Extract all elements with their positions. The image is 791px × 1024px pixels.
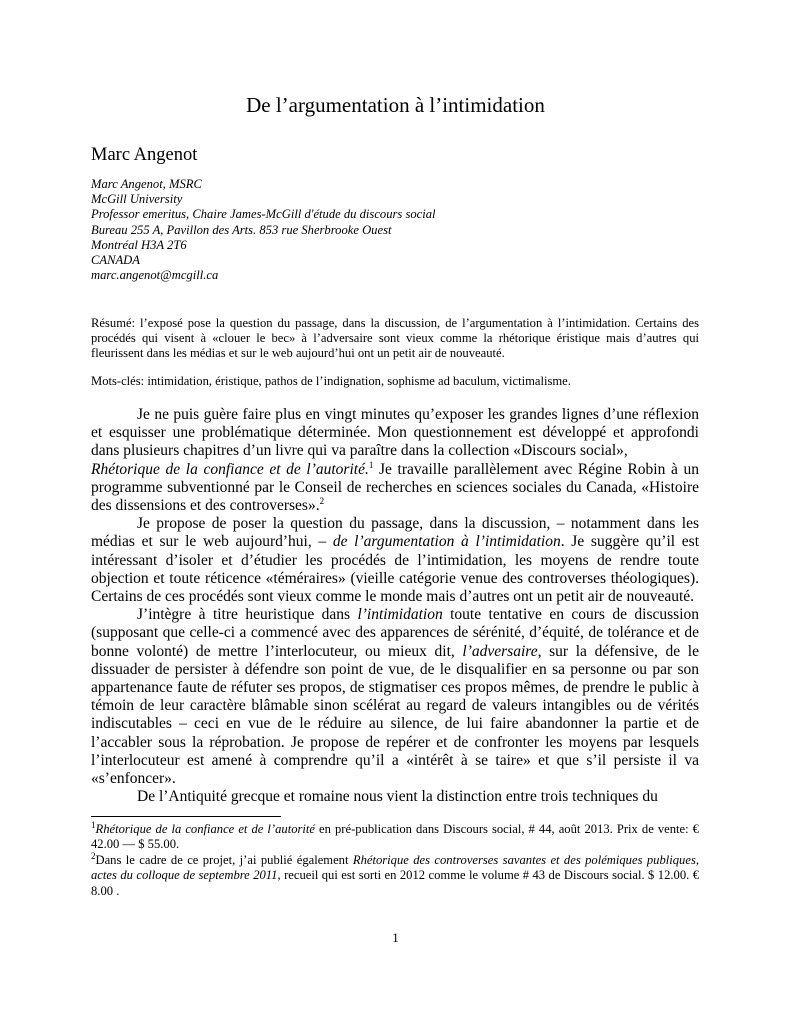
emphasis: de l’argumentation à l’intimidation [326,533,561,551]
affiliation-line: McGill University [91,192,183,207]
paragraph-text: Je travaille parallèlement avec Régine Robin à un programme subventionné par le Conseil de recherches en sciences sociales du Canada, «Histoire des dissensions et des controverses». [91,460,699,515]
emphasis: l’intimidation [357,606,443,624]
footnote-separator [91,816,281,817]
affiliation-line: Professor emeritus, Chaire James-McGill d'étude du discours social [91,207,436,222]
emphasis: Rhétorique des controverses savantes et des polémiques publiques, actes du colloque de septembre 2011, [91,852,699,883]
emphasis: Rhétorique de la confiance et de l’autorité [95,822,315,836]
page-number: 1 [392,930,399,945]
affiliation-line: CANADA [91,253,140,268]
paragraph-text: Je propose de poser la question du passage, dans la discussion, – notamment dans les médias et sur le web aujourd’hui, – [91,515,699,551]
body-text [91,406,699,806]
affiliation-email: marc.angenot@mcgill.ca [91,268,219,283]
footnote-text: recueil qui est sorti en 2012 comme le volume # 43 de Discours social. $ 12.00. € 8.00 . [91,868,699,898]
footnote-number: 2 [91,850,96,861]
affiliation-block [91,177,436,283]
footnote-2 [91,850,699,899]
footnotes [91,819,699,899]
emphasis: l’adversaire, [462,642,542,660]
footnote-text: Dans le cadre de ce projet, j’ai publié également [95,852,353,867]
paragraph-3 [91,606,699,788]
footnote-number: 1 [91,819,96,830]
keywords: Mots-clés: intimidation, éristique, pathos de l’indignation, sophisme ad baculum, victimalisme. [91,374,571,388]
affiliation-line: Bureau 255 A, Pavillon des Arts. 853 rue Sherbrooke Ouest [91,222,392,237]
author-name: Marc Angenot [91,145,198,165]
book-title: Rhétorique de la confiance et de l’autorité. [91,460,369,478]
affiliation-line: Montréal H3A 2T6 [91,237,187,252]
affiliation-line: Marc Angenot, MSRC [91,177,202,191]
paper-title: De l’argumentation à l’intimidation [246,93,545,117]
footnote-text: en pré-publication dans Discours social, # 44, août 2013. Prix de vente: € 42.00 — $ 55.00. [91,822,699,852]
paragraph-text: . Je suggère qu’il est intéressant d’isoler et d’étudier les procédés de l’intimidation, les moyens de rendre toute objection et toute réticence «téméraires» (vieille catégorie venue des controverses théologiques). Certains de ces procédés sont vieux comme le monde mais d’autres ont un petit air de nouveauté. [91,533,699,606]
abstract: Résumé: l’exposé pose la question du passage, dans la discussion, de l’argumentation à l’intimidation. Certains des procédés qui visent à «clouer le bec» à l’adversaire sont vieux comme la rhétorique éristique mais d’autres qui fleurissent dans les médias et sur le web aujourd’hui ont un petit air de nouveauté. [91,316,699,361]
footnote-ref-1[interactable]: 1 [368,459,374,470]
paragraph-1 [91,406,699,515]
paragraph-text: J’intègre à titre heuristique dans [137,606,358,624]
paragraph-4: De l’Antiquité grecque et romaine nous vient la distinction entre trois techniques du [137,788,658,806]
paragraph-text: toute tentative en cours de discussion (supposant que celle-ci a commencé avec des apparences de sérénité, d’équité, de tolérance et de bonne volonté) de mettre l’interlocuteur, ou mieux dit, [91,606,699,660]
paragraph-text: sur la défensive, de le dissuader de persister à défendre son point de vue, de le disqualifier en sa personne ou par son appartenance faute de réfuter ses propos, de stigmatiser ces propos mêmes, de prendre le public à témoin de leur caractère blâmable sinon scélérat au regard de valeurs intangibles ou de vérités indiscutables – ceci en vue de le réduire au silence, de lui faire abandonner la partie et de l’accabler sous la réprobation. Je propose de repérer et de confronter les moyens par lesquels l’interlocuteur est amené à comprendre qu’il a «intérêt à se taire» et que s’il persiste il va «s’enfoncer». [91,642,699,788]
paragraph-text: Je ne puis guère faire plus en vingt minutes qu’exposer les grandes lignes d’une réflexion et esquisser une problématique déterminée. Mon questionnement est développé et approfondi dans plusieurs chapitres d’un livre qui va paraître dans la collection «Discours social», [91,406,699,460]
paragraph-2 [91,515,699,606]
footnote-1 [91,819,699,853]
footnote-ref-2[interactable]: 2 [319,495,325,506]
